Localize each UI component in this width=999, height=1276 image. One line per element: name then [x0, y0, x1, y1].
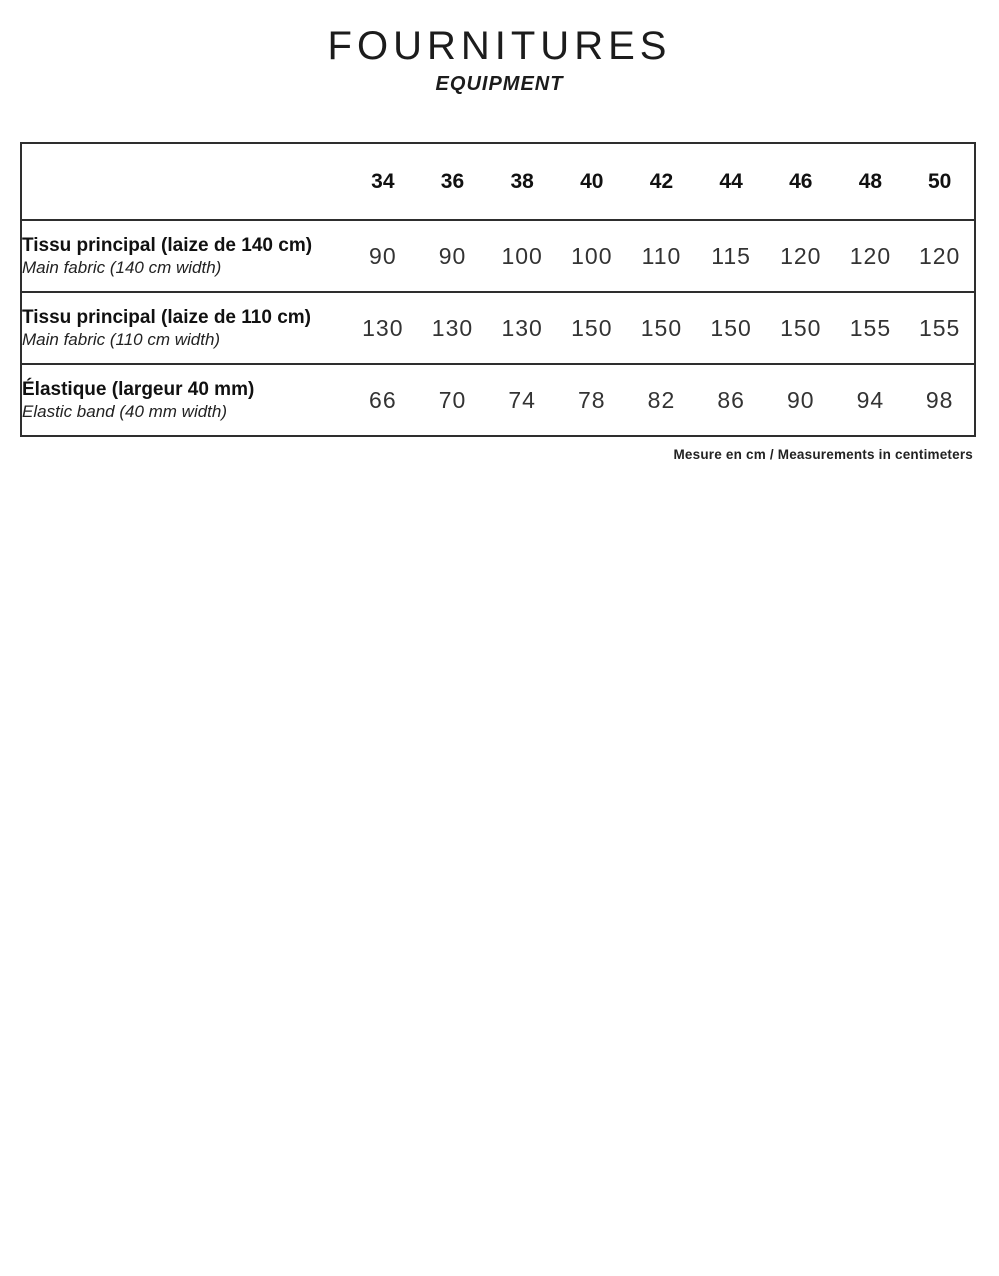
value-cell: 100	[571, 242, 613, 269]
value-cell: 98	[925, 386, 954, 413]
value-cell: 120	[780, 242, 822, 269]
value-cell: 90	[369, 242, 397, 269]
table-row	[21, 292, 975, 364]
size-header: 44	[719, 169, 743, 193]
value-cell: 94	[856, 386, 885, 413]
title-block	[0, 0, 999, 96]
page-title: FOURNITURES	[327, 24, 672, 68]
value-cell: 115	[711, 242, 751, 269]
row-label-cell	[21, 220, 348, 292]
size-header-row	[21, 143, 975, 220]
size-header: 36	[440, 169, 465, 193]
row-label-cell	[21, 364, 348, 436]
value-cell: 130	[431, 314, 474, 341]
value-cell: 130	[501, 314, 543, 341]
value-cell: 90	[438, 242, 467, 269]
size-header: 46	[789, 169, 813, 193]
row-label-en: Main fabric (140 cm width)	[22, 258, 222, 278]
size-header: 38	[510, 169, 534, 193]
row-label-fr: Tissu principal (laize de 110 cm)	[22, 306, 311, 328]
value-cell: 70	[438, 386, 467, 413]
table-row	[21, 220, 975, 292]
row-label-en: Elastic band (40 mm width)	[22, 402, 228, 422]
value-cell: 150	[780, 314, 822, 341]
value-cell: 82	[647, 386, 676, 413]
value-cell: 120	[918, 242, 961, 269]
value-cell: 130	[362, 314, 404, 341]
value-cell: 155	[918, 314, 961, 341]
size-header: 40	[580, 169, 604, 193]
value-cell: 86	[717, 386, 745, 413]
value-cell: 120	[849, 242, 892, 269]
size-header: 50	[927, 169, 952, 193]
value-cell: 74	[508, 386, 536, 413]
fournitures-table	[20, 142, 976, 437]
row-label-fr: Tissu principal (laize de 140 cm)	[22, 234, 313, 256]
value-cell: 150	[640, 314, 683, 341]
value-cell: 90	[786, 386, 815, 413]
value-cell: 100	[501, 242, 543, 269]
value-cell: 155	[849, 314, 892, 341]
value-cell: 150	[710, 314, 752, 341]
size-header: 34	[371, 169, 395, 193]
value-cell: 150	[571, 314, 613, 341]
value-cell: 78	[578, 386, 606, 413]
row-label-fr: Élastique (largeur 40 mm)	[22, 378, 255, 400]
size-header: 42	[649, 169, 674, 193]
value-cell: 66	[369, 386, 397, 413]
page-subtitle: EQUIPMENT	[435, 73, 564, 95]
size-header: 48	[858, 169, 883, 193]
table-footnote: Mesure en cm / Measurements in centimeters	[673, 447, 973, 462]
empty-corner-cell	[21, 143, 348, 220]
table-row	[21, 364, 975, 436]
row-label-en: Main fabric (110 cm width)	[22, 330, 221, 350]
row-label-cell	[21, 292, 348, 364]
value-cell: 110	[641, 242, 682, 269]
